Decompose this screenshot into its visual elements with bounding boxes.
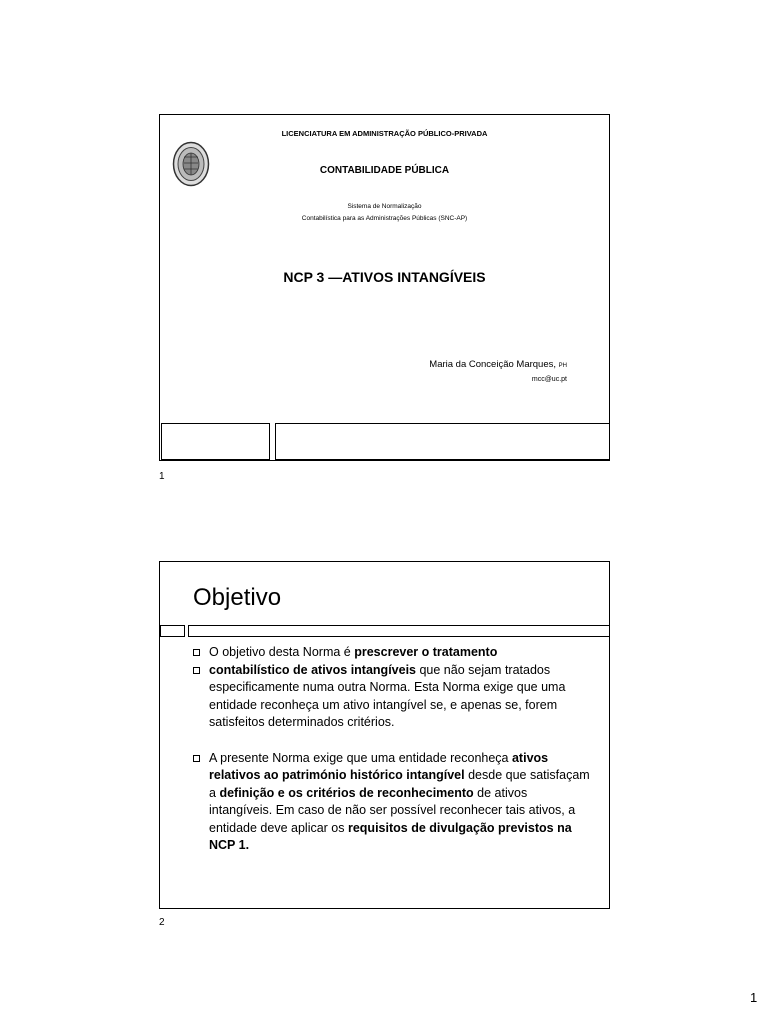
footer-box-left	[161, 423, 270, 460]
bullet-text: de ativos intangíveis. Em caso de não ser possível reconhecer tais ativos, a entidade deve aplicar os	[209, 785, 576, 835]
slide-title: NCP 3 —ATIVOS INTANGÍVEIS	[283, 269, 486, 285]
title-bar-left	[160, 625, 185, 637]
square-bullet-icon	[193, 667, 200, 674]
slide-title: Objetivo	[193, 584, 282, 611]
bullet-item	[193, 662, 593, 732]
bullet-bold-text: definição e os critérios de reconhecimento	[219, 785, 474, 800]
bullet-text: A presente Norma exige que uma entidade reconheça	[209, 750, 512, 765]
slide-2	[159, 561, 610, 909]
slide-2-number: 2	[159, 917, 165, 928]
author-name: Maria da Conceição Marques,	[429, 359, 557, 370]
square-bullet-icon	[193, 755, 200, 762]
university-seal-icon	[172, 141, 210, 187]
author-email: mcc@uc.pt	[531, 376, 567, 383]
bullet-bold-text: prescrever o tratamento	[354, 645, 498, 659]
bullet-text: que não sejam tratados especificamente numa outra Norma. Esta Norma exige que uma entidade reconheça um ativo intangível se, e apenas se, forem satisfeitos determinados critérios.	[209, 662, 566, 729]
document-page-number: 1	[750, 990, 758, 1005]
footer-box-right	[275, 423, 610, 460]
slide-1	[159, 114, 610, 461]
bullet-item	[193, 644, 593, 662]
bullet-text: desde que satisfaçam a	[209, 768, 590, 800]
title-bar-right	[188, 625, 610, 637]
bullet-item	[193, 750, 593, 855]
author-suffix: PH	[558, 363, 567, 369]
slide-1-number: 1	[159, 471, 165, 482]
system-line-1: Sistema de Normalização	[347, 203, 422, 210]
bullet-bold-text: requisitos de divulgação previstos na NCP 1.	[209, 820, 572, 852]
bullet-bold-text: ativos relativos ao património histórico intangível	[209, 750, 549, 782]
subject-name: CONTABILIDADE PÚBLICA	[319, 165, 450, 176]
course-name: LICENCIATURA EM ADMINISTRAÇÃO PÚBLICO-PRIVADA	[281, 129, 488, 138]
system-line-2: Contabilística para as Administrações Públicas (SNC-AP)	[301, 215, 468, 222]
bullet-bold-text: contabilístico de ativos intangíveis	[209, 662, 416, 677]
bullet-list	[193, 644, 593, 855]
bullet-text: O objetivo desta Norma é	[209, 645, 355, 659]
square-bullet-icon	[193, 649, 200, 656]
author	[429, 359, 567, 370]
